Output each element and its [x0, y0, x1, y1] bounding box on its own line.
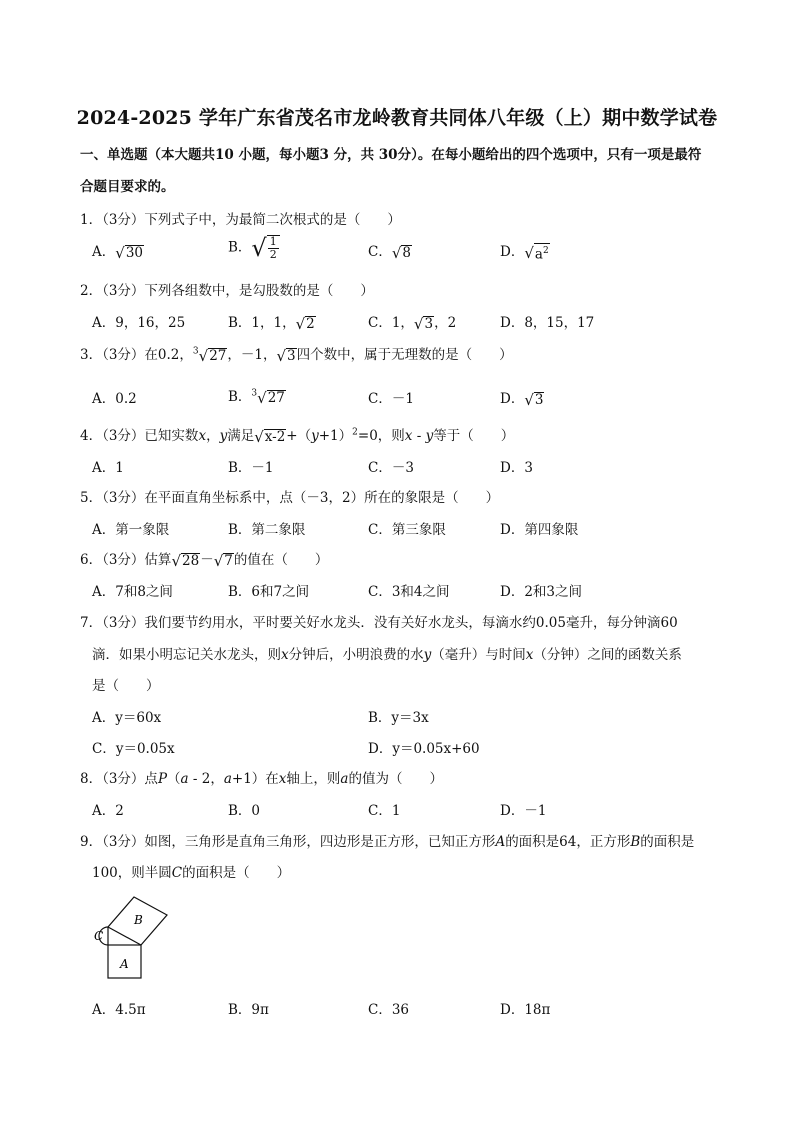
q7-option-b: B．y＝3x	[368, 710, 429, 726]
q4-stem-b: 满足	[227, 428, 255, 444]
question-7-line3: 是（ ）	[92, 678, 160, 694]
question-5-stem: 5．（3分）在平面直角坐标系中，点（－3，2）所在的象限是（ ）	[80, 490, 500, 506]
question-7-line1: 7．（3分）我们要节约用水，平时要关好水龙头．没有关好水龙头，每滴水约0.05毫升，每分钟滴60	[80, 615, 678, 631]
q5-option-a: A．第一象限	[92, 522, 170, 538]
q2-option-b	[228, 311, 316, 333]
var-x: x	[198, 428, 207, 444]
q8-option-d: D．－1	[500, 803, 547, 819]
q4-option-b: B．－1	[228, 460, 274, 476]
var-y: y	[311, 428, 319, 444]
question-9-line1	[80, 830, 694, 850]
q4-stem-d: +1）	[318, 428, 353, 444]
q1-option-c-radicand: 8	[402, 245, 411, 261]
sqrt-icon: √	[171, 551, 181, 570]
q3-option-b-radicand: 27	[267, 390, 285, 406]
section-heading-line1: 一、单选题（本大题共10 小题，每小题3 分，共 30分）。在每小题给出的四个选项中，只有一项是最符	[80, 147, 702, 163]
q9-line2-a: 100，则半圆	[92, 865, 172, 881]
q3-stem-c: 四个数中，属于无理数的是（ ）	[296, 347, 513, 363]
q8-option-c: C．1	[368, 803, 401, 819]
q4-stem-c: +（	[286, 428, 312, 444]
q4-minus: -	[412, 428, 426, 444]
question-3-stem	[80, 343, 513, 365]
sqrt-icon: √	[251, 234, 267, 262]
q3-option-d-radicand: 3	[534, 392, 544, 408]
var-a: a	[180, 771, 189, 787]
var-y: y	[425, 428, 434, 444]
q6-stem-b: 的值在（ ）	[233, 552, 329, 568]
q4-stem-e: =0，则	[357, 428, 405, 444]
q2-option-c	[368, 311, 456, 333]
q6-radicand-1: 28	[182, 553, 200, 569]
q1-option-a-letter: A．	[92, 244, 116, 260]
q9-figure	[84, 882, 184, 992]
var-y: y	[219, 428, 228, 444]
q1-option-b-fraction	[268, 236, 279, 261]
q1-option-d	[500, 240, 550, 262]
q2-option-b-radicand: 2	[306, 316, 315, 332]
q6-stem-a: 6．（3分）估算	[80, 552, 172, 568]
var-x: x	[525, 647, 534, 663]
q3-option-b-letter: B．	[228, 389, 252, 405]
q9-option-b: B．9π	[228, 1002, 269, 1018]
q1-option-d-letter: D．	[500, 244, 525, 260]
q6-minus: －	[200, 552, 214, 568]
q8-stem-e: 轴上，则	[286, 771, 341, 787]
sqrt-icon: √	[115, 243, 125, 262]
q9-line1-c: 的面积是	[640, 834, 695, 850]
question-2-stem: 2．（3分）下列各组数中，是勾股数的是（ ）	[80, 283, 374, 299]
q4-option-a: A．1	[92, 460, 124, 476]
root-icon: √	[198, 346, 209, 365]
q6-radicand-2: 7	[224, 553, 233, 569]
q4-stem-a: 4．（3分）已知实数	[80, 428, 199, 444]
var-y: y	[423, 647, 432, 663]
question-6-stem	[80, 548, 328, 570]
q8-option-b: B．0	[228, 803, 261, 819]
var-x: x	[281, 647, 289, 663]
q8-stem-d: +1）在	[231, 771, 279, 787]
question-1-stem: 1．（3分）下列式子中，为最简二次根式的是（ ）	[80, 212, 401, 228]
q1-option-d-base: a	[534, 246, 543, 263]
sqrt-icon: √	[276, 346, 287, 365]
q2-option-b-text: B．1，1，	[228, 315, 296, 331]
q1-option-a-radicand: 30	[125, 245, 143, 261]
q6-option-d: D．2和3之间	[500, 584, 583, 600]
sqrt-icon: √	[391, 243, 402, 262]
q3-stem-b: ，－1，	[227, 347, 277, 363]
fraction-denominator: 2	[269, 248, 277, 261]
sqrt-icon: √	[524, 243, 534, 262]
q8-stem-a: 8．（3分）点	[80, 771, 158, 787]
q3-option-a: A．0.2	[92, 391, 137, 407]
q3-option-d-letter: D．	[500, 391, 525, 407]
q4-exponent: 2	[352, 427, 358, 438]
q9-option-a: A．4.5π	[92, 1002, 146, 1018]
q1-option-b-letter: B．	[228, 239, 252, 256]
sqrt-icon: √	[295, 314, 306, 333]
q1-option-c	[368, 240, 412, 262]
q7-line2-a: 滴．如果小明忘记关水龙头，则	[92, 647, 281, 663]
q2-option-c-tail: ，2	[434, 315, 457, 331]
q9-option-d: D．18π	[500, 1002, 551, 1018]
q5-option-b: B．第二象限	[228, 522, 306, 538]
sqrt-icon: √	[254, 427, 264, 446]
q7-line2-d: （分钟）之间的函数关系	[533, 647, 682, 663]
root-icon: √	[257, 388, 267, 407]
q3-stem-a: 3．（3分）在0.2，	[80, 347, 193, 363]
q3-stem-radicand-1: 27	[209, 348, 227, 364]
question-9-line2	[92, 861, 290, 881]
q6-option-c: C．3和4之间	[368, 584, 450, 600]
q7-option-d: D．y＝0.05x+60	[368, 741, 480, 757]
figure-label-a: A	[120, 957, 129, 971]
q4-stem-f: 等于（ ）	[433, 428, 515, 444]
point-p: P	[157, 771, 168, 787]
var-x: x	[278, 771, 287, 787]
sqrt-icon: √	[524, 390, 534, 409]
q6-option-b: B．6和7之间	[228, 584, 310, 600]
q1-option-d-exponent: 2	[542, 246, 549, 257]
q7-line2-b: 分钟后，小明浪费的水	[288, 647, 424, 663]
question-7-line2	[92, 643, 682, 663]
page-title: 2024-2025 学年广东省茂名市龙岭教育共同体八年级（上）期中数学试卷	[76, 107, 718, 129]
q9-line1-b: 的面积是64，正方形	[505, 834, 631, 850]
q7-option-c: C．y＝0.05x	[92, 741, 175, 757]
cube-root-index: 3	[251, 388, 258, 399]
q3-option-b	[228, 385, 286, 407]
q6-option-a: A．7和8之间	[92, 584, 173, 600]
question-4-stem	[80, 424, 514, 446]
sqrt-icon: √	[213, 551, 224, 570]
q2-option-c-text: C．1，	[368, 315, 414, 331]
q1-option-c-letter: C．	[368, 244, 392, 260]
square-a-label: A	[495, 834, 506, 850]
section-heading-line2: 合题目要求的。	[80, 179, 175, 195]
var-a: a	[340, 771, 349, 787]
semicircle-c-label: C	[171, 865, 183, 881]
q8-stem-b: （	[167, 771, 181, 787]
figure-label-b: B	[134, 913, 143, 927]
q2-option-a: A．9，16，25	[92, 315, 186, 331]
var-a: a	[223, 771, 232, 787]
q2-option-d: D．8，15，17	[500, 315, 595, 331]
q9-line2-b: 的面积是（ ）	[182, 865, 291, 881]
square-b-label: B	[630, 834, 641, 850]
question-8-stem	[80, 767, 443, 787]
q4-option-d: D．3	[500, 460, 533, 476]
q5-option-d: D．第四象限	[500, 522, 579, 538]
sqrt-icon: √	[413, 314, 424, 333]
q9-line1-a: 9．（3分）如图，三角形是直角三角形，四边形是正方形，已知正方形	[80, 834, 496, 850]
q1-option-b	[228, 234, 280, 262]
q4-option-c: C．－3	[368, 460, 414, 476]
q3-option-c: C．－1	[368, 391, 414, 407]
q2-option-c-radicand: 3	[424, 316, 434, 332]
q5-option-c: C．第三象限	[368, 522, 446, 538]
q9-option-c: C．36	[368, 1002, 410, 1018]
q4-radicand: x-2	[264, 429, 286, 445]
cube-root-index: 3	[192, 346, 199, 357]
q3-stem-radicand-2: 3	[287, 348, 296, 364]
q1-option-a	[92, 240, 144, 262]
q8-option-a: A．2	[92, 803, 124, 819]
q7-line2-c: （毫升）与时间	[431, 647, 526, 663]
fraction-numerator: 1	[269, 235, 277, 248]
q4-comma: ，	[206, 428, 220, 444]
q3-option-d	[500, 387, 544, 409]
q8-stem-f: 的值为（ ）	[348, 771, 443, 787]
figure-label-c: C	[94, 929, 104, 943]
var-x: x	[404, 428, 413, 444]
q7-option-a: A．y＝60x	[92, 710, 162, 726]
q8-stem-c: - 2，	[188, 771, 224, 787]
